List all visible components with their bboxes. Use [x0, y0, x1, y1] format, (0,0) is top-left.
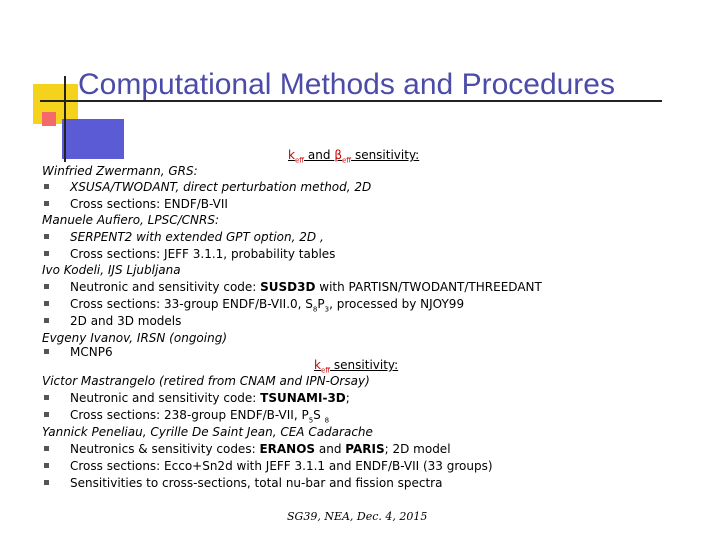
- list-item: Cross sections: 33-group ENDF/B-VII.0, $S_8P_3$, processed by NJOY99: [70, 296, 464, 312]
- decor-blue-square: [62, 119, 124, 159]
- bullet-icon: [44, 201, 49, 206]
- decor-red-square: [42, 112, 56, 126]
- slide-title: Computational Methods and Procedures: [78, 68, 615, 101]
- list-item: Cross sections: JEFF 3.1.1, probability tables: [70, 246, 335, 262]
- list-item: 2D and 3D models: [70, 313, 181, 329]
- bullet-icon: [44, 412, 49, 417]
- list-item: Neutronic and sensitivity code: TSUNAMI-3D;: [70, 390, 350, 406]
- bullet-icon: [44, 318, 49, 323]
- list-item: SERPENT2 with extended GPT option, 2D ,: [70, 229, 324, 245]
- bullet-icon: [44, 284, 49, 289]
- bullet-icon: [44, 184, 49, 189]
- bullet-icon: [44, 349, 49, 354]
- list-item: MCNP6: [70, 344, 113, 360]
- person-ivanov: Evgeny Ivanov, IRSN (ongoing): [42, 331, 228, 345]
- decor-vertical-line: [64, 76, 66, 162]
- list-item: Cross sections: ENDF/B-VII: [70, 196, 228, 212]
- person-mastrangelo: Victor Mastrangelo (retired from CNAM and IPN-Orsay): [42, 374, 370, 388]
- bullet-icon: [44, 301, 49, 306]
- person-peneliau-de-saint-jean: Yannick Peneliau, Cyrille De Saint Jean, CEA Cadarache: [42, 425, 373, 439]
- list-item: Neutronics & sensitivity codes: ERANOS and PARIS; 2D model: [70, 441, 451, 457]
- list-item: Cross sections: 238-group ENDF/B-VII, $P_5S$ $_8$: [70, 407, 329, 423]
- list-item: Cross sections: Ecco+Sn2d with JEFF 3.1.1 and ENDF/B-VII (33 groups): [70, 458, 493, 474]
- list-item: Sensitivities to cross-sections, total nu-bar and fission spectra: [70, 475, 442, 491]
- footer-caption: SG39, NEA, Dec. 4, 2015: [287, 510, 428, 523]
- bullet-icon: [44, 480, 49, 485]
- bullet-icon: [44, 463, 49, 468]
- bullet-icon: [44, 234, 49, 239]
- person-kodeli: Ivo Kodeli, IJS Ljubljana: [42, 263, 181, 277]
- person-zwermann: Winfried Zwermann, GRS:: [42, 164, 198, 178]
- heading-keff-beff-sensitivity: $k_{eff}$ and $\beta_{eff}$ sensitivity:: [288, 148, 420, 165]
- bullet-icon: [44, 446, 49, 451]
- bullet-icon: [44, 395, 49, 400]
- bullet-icon: [44, 251, 49, 256]
- list-item: XSUSA/TWODANT, direct perturbation method, 2D: [70, 179, 371, 195]
- heading-keff-sensitivity: $k_{eff}$ sensitivity:: [314, 358, 399, 375]
- person-aufiero: Manuele Aufiero, LPSC/CNRS:: [42, 213, 219, 227]
- list-item: Neutronic and sensitivity code: SUSD3D with PARTISN/TWODANT/THREEDANT: [70, 279, 542, 295]
